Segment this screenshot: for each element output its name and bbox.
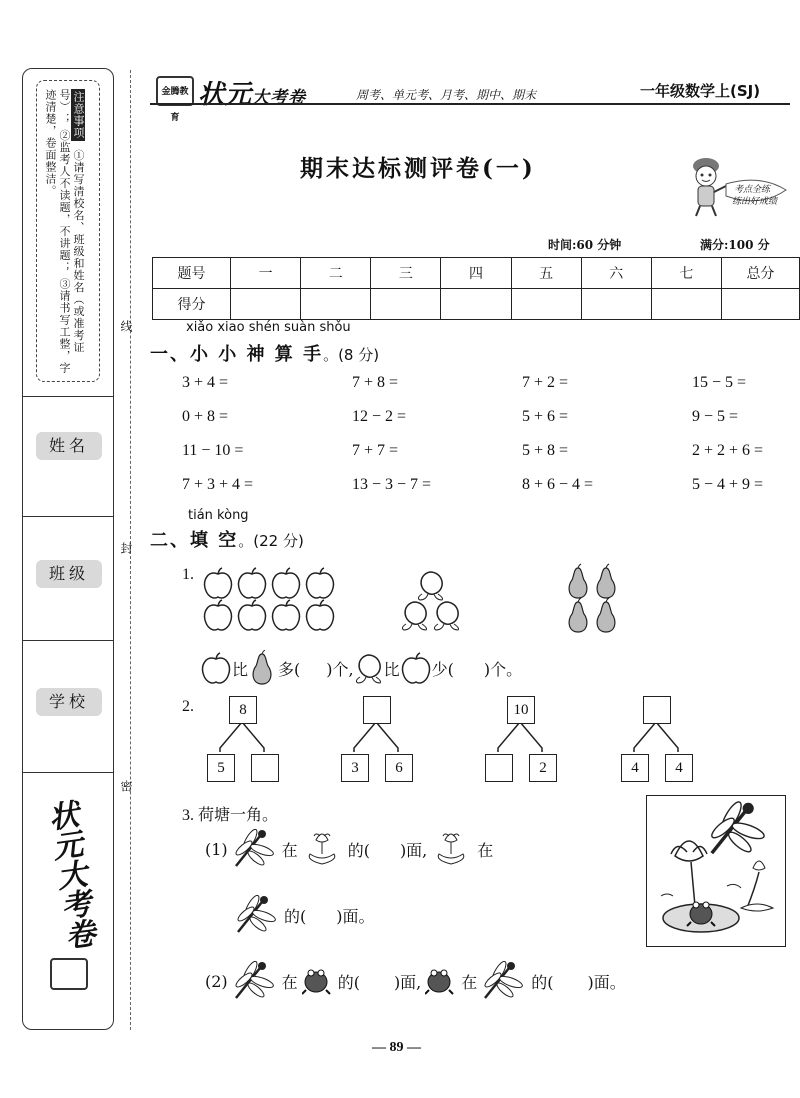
- cut-mark: 线: [119, 320, 133, 332]
- equation: 5 + 8 =: [522, 442, 569, 459]
- section1-pinyin: xiǎo xiao shén suàn shǒu: [186, 320, 351, 335]
- equation: 3 + 4 =: [182, 374, 229, 391]
- pear-icon: [248, 650, 278, 686]
- brand-vertical-text: 状元大考卷: [40, 798, 97, 952]
- pond-scene-icon: [647, 796, 785, 946]
- dragonfly-icon: [234, 828, 276, 870]
- brand-vertical-logo: [40, 798, 97, 990]
- time-limit: 时间:60 分钟: [548, 238, 622, 252]
- class-field[interactable]: 班级: [36, 560, 102, 588]
- dragonfly-icon: [236, 894, 278, 936]
- equation: 0 + 8 =: [182, 408, 229, 425]
- strip-divider: [22, 516, 114, 517]
- frog-icon: [302, 964, 334, 998]
- table-row: [153, 258, 800, 289]
- q3-part1-line1: (1) 在 的( )面, 在: [205, 828, 493, 870]
- notice-text: [43, 89, 85, 374]
- logo-icon: [50, 958, 88, 990]
- score-input-cell[interactable]: [581, 289, 651, 320]
- notice-line: ②监考人不读题，不讲题；: [58, 129, 71, 274]
- equation: 5 + 6 =: [522, 408, 569, 425]
- bond-right: 6: [385, 754, 413, 782]
- apple-group-icon: [200, 564, 340, 634]
- peach-icon: [354, 651, 384, 685]
- strip-divider: [22, 772, 114, 773]
- page-title: 期末达标测评卷(一): [300, 155, 536, 182]
- question-number: 1.: [182, 566, 194, 583]
- equation: 7 + 7 =: [352, 442, 399, 459]
- mascot-line: 考点全练: [734, 185, 771, 195]
- bond-top: 8: [229, 696, 257, 724]
- pond-scene-illustration: [646, 795, 786, 947]
- table-cell: 五: [511, 258, 581, 289]
- dragonfly-icon: [483, 960, 525, 1002]
- publisher-logo: 金腾教育: [156, 76, 194, 106]
- question-title: 3. 荷塘一角。: [182, 807, 279, 824]
- pear-group-icon: [562, 562, 622, 636]
- score-input-cell[interactable]: [721, 289, 799, 320]
- lotus-icon: [431, 828, 473, 870]
- dragonfly-icon: [234, 960, 276, 1002]
- table-cell: 二: [301, 258, 371, 289]
- bond-blank[interactable]: [643, 696, 671, 724]
- header-rule: [150, 103, 790, 105]
- table-cell: 总分: [721, 258, 799, 289]
- section1-heading: 一、小 小 神 算 手。(8 分): [150, 344, 380, 365]
- full-score: 满分:100 分: [700, 238, 770, 252]
- table-cell: 六: [581, 258, 651, 289]
- page-number: — 89 —: [372, 1040, 421, 1055]
- equation: 13 − 3 − 7 =: [352, 476, 432, 493]
- bond-blank[interactable]: [363, 696, 391, 724]
- brand-title: 状元大考卷: [198, 80, 307, 110]
- equation: 15 − 5 =: [692, 374, 747, 391]
- table-cell: 题号: [153, 258, 231, 289]
- apple-icon: [200, 651, 232, 685]
- q3-part2: (2) 在 的( )面, 在 的( )面。: [205, 960, 626, 1002]
- peach-group-icon: [398, 568, 468, 634]
- bond-top: 10: [507, 696, 535, 724]
- bond-right: 2: [529, 754, 557, 782]
- score-input-cell[interactable]: [371, 289, 441, 320]
- bond-right: 4: [665, 754, 693, 782]
- strip-divider: [22, 640, 114, 641]
- cut-mark: 封: [119, 542, 133, 554]
- equation: 7 + 2 =: [522, 374, 569, 391]
- equation: 9 − 5 =: [692, 408, 739, 425]
- score-input-cell[interactable]: [301, 289, 371, 320]
- school-field[interactable]: 学校: [36, 688, 102, 716]
- equation: 5 − 4 + 9 =: [692, 476, 764, 493]
- name-field[interactable]: 姓名: [36, 432, 102, 460]
- equation: 2 + 2 + 6 =: [692, 442, 764, 459]
- notice-line: ③请书写工整，字迹清楚，卷面整洁。: [44, 89, 71, 374]
- equation: 7 + 3 + 4 =: [182, 476, 254, 493]
- table-cell: 七: [651, 258, 721, 289]
- tagline: 周考、单元考、月考、期中、期末: [356, 88, 537, 102]
- table-cell: 一: [231, 258, 301, 289]
- grade-label: 一年级数学上(SJ): [640, 82, 761, 100]
- bond-left: 5: [207, 754, 235, 782]
- bond-left: 4: [621, 754, 649, 782]
- score-input-cell[interactable]: [441, 289, 511, 320]
- equation: 11 − 10 =: [182, 442, 244, 459]
- lotus-icon: [302, 828, 344, 870]
- equation: 7 + 8 =: [352, 374, 399, 391]
- score-input-cell[interactable]: [511, 289, 581, 320]
- strip-divider: [22, 396, 114, 397]
- q3-part1-line2: 的( )面。: [236, 894, 375, 936]
- score-input-cell[interactable]: [651, 289, 721, 320]
- notice-box: [36, 80, 100, 382]
- notice-label: 注意事项: [72, 91, 85, 139]
- table-cell: 三: [371, 258, 441, 289]
- q1-sentence: 比 多( )个, 比 少( )个。: [200, 650, 522, 686]
- apple-icon: [400, 651, 432, 685]
- table-cell: 得分: [153, 289, 231, 320]
- cut-mark: 密: [119, 780, 133, 792]
- mascot-illustration: [682, 150, 792, 220]
- frog-icon: [425, 964, 457, 998]
- question-number: 2.: [182, 698, 194, 715]
- table-row: [153, 289, 800, 320]
- mascot-line: 练出好成绩: [732, 197, 778, 207]
- score-input-cell[interactable]: [231, 289, 301, 320]
- bond-blank[interactable]: [251, 754, 279, 782]
- section2-heading: 二、填 空。(22 分): [150, 530, 304, 551]
- bond-blank[interactable]: [485, 754, 513, 782]
- notice-line: ①请写清校名、班级和姓名（或准考证号）；: [58, 89, 85, 354]
- equation: 8 + 6 − 4 =: [522, 476, 594, 493]
- bond-left: 3: [341, 754, 369, 782]
- section2-pinyin: tián kòng: [188, 508, 249, 523]
- score-table: [152, 257, 800, 320]
- table-cell: 四: [441, 258, 511, 289]
- equation: 12 − 2 =: [352, 408, 407, 425]
